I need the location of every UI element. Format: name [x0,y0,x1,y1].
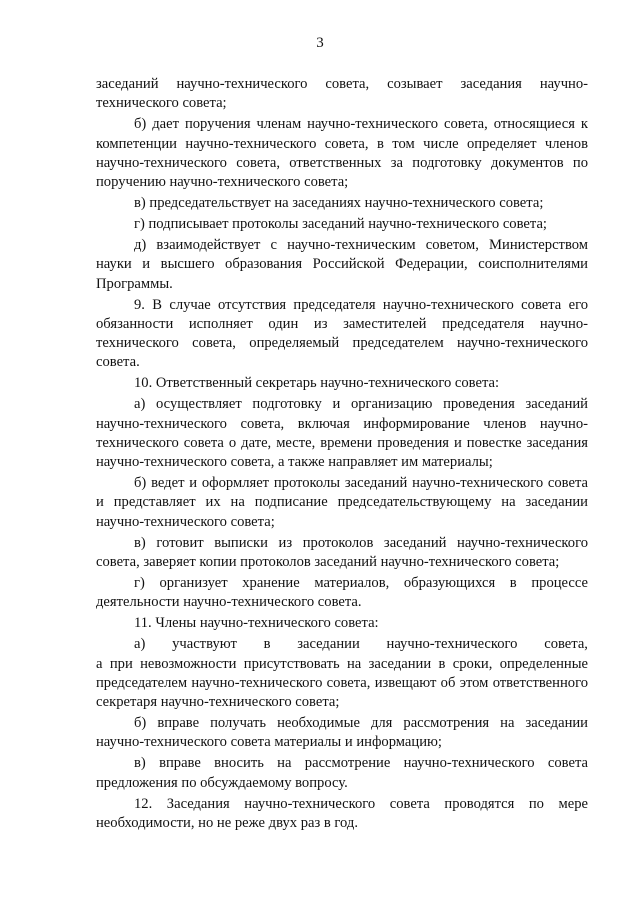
paragraph-clause-10-g: г) организует хранение материалов, образующихся в процессе деятельности научно-технического совета. [96,574,588,611]
word: совета, [544,636,588,653]
paragraph-clause-10-v: в) готовит выписки из протоколов заседаний научно-технического совета, заверяет копии протоколов заседаний научно-технического совета; [96,534,588,570]
paragraph-clause-10-b: б) ведет и оформляет протоколы заседаний научно-технического совета и представляет их на подписание председательствующему на заседании научно-технического совета; [96,475,588,530]
page-number: 3 [316,35,324,51]
paragraph-clause-12: 12. Заседания научно-технического совета проводятся по мере необходимости, но не реже двух раз в год. [96,795,588,831]
word: в [263,636,271,653]
word: заседании [297,636,360,653]
paragraph-item-v: в) председательствует на заседаниях научно-технического совета; [134,195,544,211]
paragraph-clause-10: 10. Ответственный секретарь научно-технического совета: [134,375,500,392]
paragraph-clause-11-b: б) вправе получать необходимые для рассмотрения на заседании научно-технического совета материалы и информацию; [96,715,588,751]
paragraph-item-d: д) взаимодействует с научно-техническим советом, Министерством науки и высшего образования Российской Федерации, соисполнителями Программы. [96,237,588,292]
paragraph-clause-10-a: а) осуществляет подготовку и организацию проведения заседаний научно-технического совета, включая информирование членов научно-технического совета о дате, месте, времени проведения и повестке заседания научно-технического совета, а также направляет им материалы; [96,396,588,471]
paragraph-clause-11-v: в) вправе вносить на рассмотрение научно-технического совета предложения по обсуждаемому вопросу. [96,755,588,791]
word: участвуют [172,636,237,653]
paragraph-clause-11: 11. Члены научно-технического совета: [134,615,379,632]
document-body [96,75,588,835]
paragraph-item-b: б) дает поручения членам научно-технического совета, относящиеся к компетенции научно-технического совета, в том числе определяет членов научно-технического совета, ответственных за подготовку документов по поручению научно-технического совета; [96,116,588,190]
paragraph-item-g: г) подписывает протоколы заседаний научно-технического совета; [134,216,547,233]
paragraph-continuation: заседаний научно-технического совета, созывает заседания научно-технического совета; [96,76,588,112]
word: научно-технического [386,636,518,653]
word: а) [134,636,146,653]
paragraph-clause-11-a-rest: а при невозможности присутствовать на заседании в сроки, определенные председателем научно-технического совета, извещают об этом ответственного секретаря научно-технического совета; [96,655,588,710]
paragraph-clause-9: 9. В случае отсутствия председателя научно-технического совета его обязанности исполняет один из заместителей председателя научно-технического совета, определяемый председателем научно-технического совета. [96,296,588,371]
paragraph-clause-11-a-first-line [96,635,588,654]
